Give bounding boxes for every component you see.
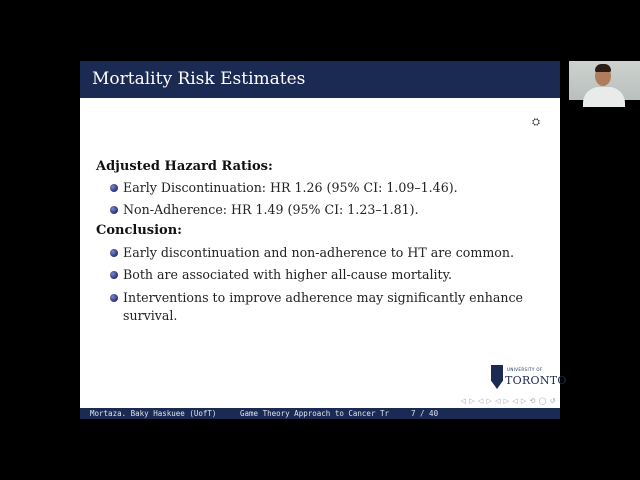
- bullet-icon: [110, 294, 118, 302]
- title-bar: [80, 61, 560, 98]
- logo-small-text: UNIVERSITY OF: [507, 367, 543, 372]
- presenter-webcam: [569, 61, 640, 100]
- crest-icon: [491, 365, 503, 389]
- section-heading-conclusion: Conclusion:: [96, 223, 182, 238]
- presenter-hair: [595, 64, 611, 72]
- logo-big-text: TORONTO: [505, 374, 567, 387]
- university-logo: [491, 365, 567, 393]
- footer-author: Mortaza. Baky Haskuee (UofT): [90, 409, 217, 418]
- bullet-icon: [110, 184, 118, 192]
- list-item: Both are associated with higher all-cause mortality.: [123, 267, 453, 282]
- presenter-body: [583, 87, 625, 107]
- slide-footer: [80, 408, 560, 419]
- list-item: Early Discontinuation: HR 1.26 (95% CI: 1.09–1.46).: [123, 180, 458, 195]
- bullet-icon: [110, 271, 118, 279]
- section-heading-hazard-ratios: Adjusted Hazard Ratios:: [96, 159, 273, 174]
- mouse-cursor-icon: ⛭: [532, 117, 540, 128]
- bullet-icon: [110, 249, 118, 257]
- slide-title: Mortality Risk Estimates: [92, 69, 306, 89]
- list-item: Early discontinuation and non-adherence to HT are common.: [123, 245, 514, 260]
- navigation-symbols[interactable]: ◁ ▷ ◁ ▷ ◁ ▷ ◁ ▷ ⟲ ◯ ↺: [460, 397, 556, 405]
- list-item: Non-Adherence: HR 1.49 (95% CI: 1.23–1.81).: [123, 202, 419, 217]
- presentation-slide: [80, 61, 567, 419]
- footer-page-number: 7 / 40: [411, 409, 439, 418]
- bullet-icon: [110, 206, 118, 214]
- list-item: Interventions to improve adherence may significantly enhance survival.: [123, 290, 523, 323]
- footer-talk-title: Game Theory Approach to Cancer Tr: [240, 409, 390, 418]
